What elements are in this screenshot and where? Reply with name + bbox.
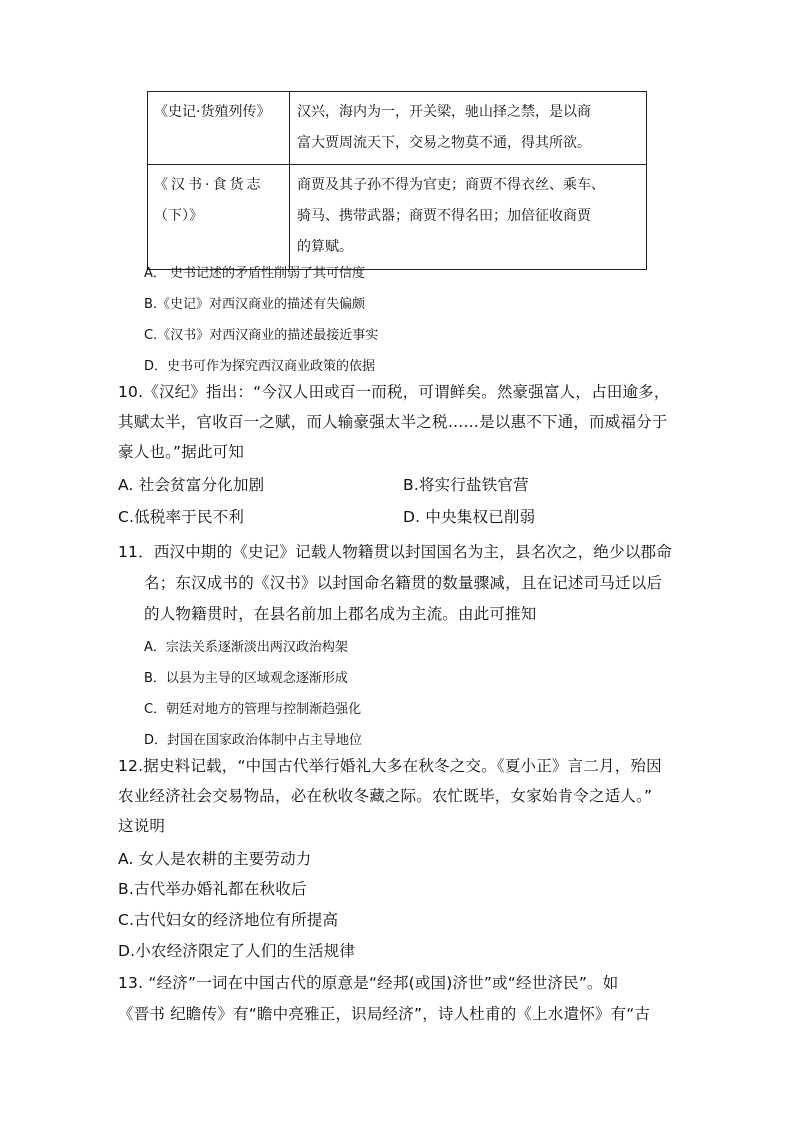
table-row (148, 92, 647, 165)
option-c: C．朝廷对地方的管理与控制渐趋强化 (144, 702, 362, 717)
content-cell (290, 92, 647, 165)
option-a: A．宗法关系逐渐淡出两汉政治构架 (144, 640, 348, 655)
source-title: （下）》 (154, 208, 203, 224)
question-stem-line: 10.《汉纪》指出：“今汉人田或百一而税，可谓鲜矣。然豪强富人，占田逾多， (118, 383, 670, 401)
option-d: D.小农经济限定了人们的生活规律 (118, 942, 356, 960)
question-stem-line: 其赋太半，官收百一之赋，而人输豪强太半之税……是以惠不下通，而威福分于 (118, 413, 668, 431)
content-line: 商贾及其子孙不得为官吏；商贾不得衣丝、乘车、 (297, 177, 605, 193)
question-stem-line: 名；东汉成书的《汉书》以封国命名籍贯的数量骤减，且在记述司马迁以后 (144, 574, 663, 592)
source-cell (148, 92, 290, 165)
source-table (147, 91, 647, 270)
option-a: A. 社会贫富分化加剧 (118, 476, 265, 494)
question-stem-line: 这说明 (118, 817, 166, 835)
question-stem-line: 13. “经济”一词在中国古代的原意是“经邦(或国)济世”或“经世济民”。如 (118, 974, 619, 992)
question-stem-line: 12.据史料记载，“中国古代举行婚礼大多在秋冬之交。《夏小正》言二月，殆因 (118, 757, 662, 775)
question-stem-line: 《晋书 纪瞻传》有“瞻中亮雅正，识局经济”，诗人杜甫的《上水遣怀》有“古 (118, 1005, 651, 1023)
option-c: C.低税率于民不利 (118, 508, 245, 526)
source-title: 《汉书·食货志 (154, 177, 264, 193)
option-c: C.古代妇女的经济地位有所提高 (118, 911, 339, 929)
question-stem-line: 的人物籍贯时，在县名前加上郡名成为主流。由此可推知 (144, 605, 537, 623)
content-cell (290, 165, 647, 270)
table-row (148, 165, 647, 270)
content-line: 的算赋。 (297, 239, 353, 255)
option-a: A. 女人是农耕的主要劳动力 (118, 850, 312, 868)
source-title: 《史记·货殖列传》 (154, 104, 271, 120)
option-b: B.《史记》对西汉商业的描述有失偏颇 (144, 297, 366, 312)
question-stem-line: 11．西汉中期的《史记》记载人物籍贯以封国国名为主，县名次之，绝少以郡命 (118, 543, 672, 561)
option-b: B．以县为主导的区域观念逐渐形成 (144, 671, 348, 686)
option-d: D．史书可作为探究西汉商业政策的依据 (144, 359, 376, 374)
option-b: B.古代举办婚礼都在秋收后 (118, 880, 307, 898)
option-b: B.将实行盐铁官营 (403, 476, 529, 494)
content-line: 汉兴，海内为一，开关梁，驰山择之禁，是以商 (297, 104, 591, 120)
question-stem-line: 豪人也。”据此可知 (118, 443, 245, 461)
option-d: D. 中央集权已削弱 (403, 508, 536, 526)
source-cell (148, 165, 290, 270)
option-d: D．封国在国家政治体制中占主导地位 (144, 733, 363, 748)
question-stem-line: 农业经济社会交易物品，必在秋收冬藏之际。农忙既毕，女家始肯令之适人。” (118, 787, 653, 805)
option-c: C.《汉书》对西汉商业的描述最接近事实 (144, 328, 379, 343)
content-line: 骑马、携带武器；商贾不得名田；加倍征收商贾 (297, 208, 591, 224)
option-a: A． 史书记述的矛盾性削弱了其可信度 (144, 266, 366, 281)
content-line: 富大贾周流天下，交易之物莫不通，得其所欲。 (297, 135, 591, 151)
